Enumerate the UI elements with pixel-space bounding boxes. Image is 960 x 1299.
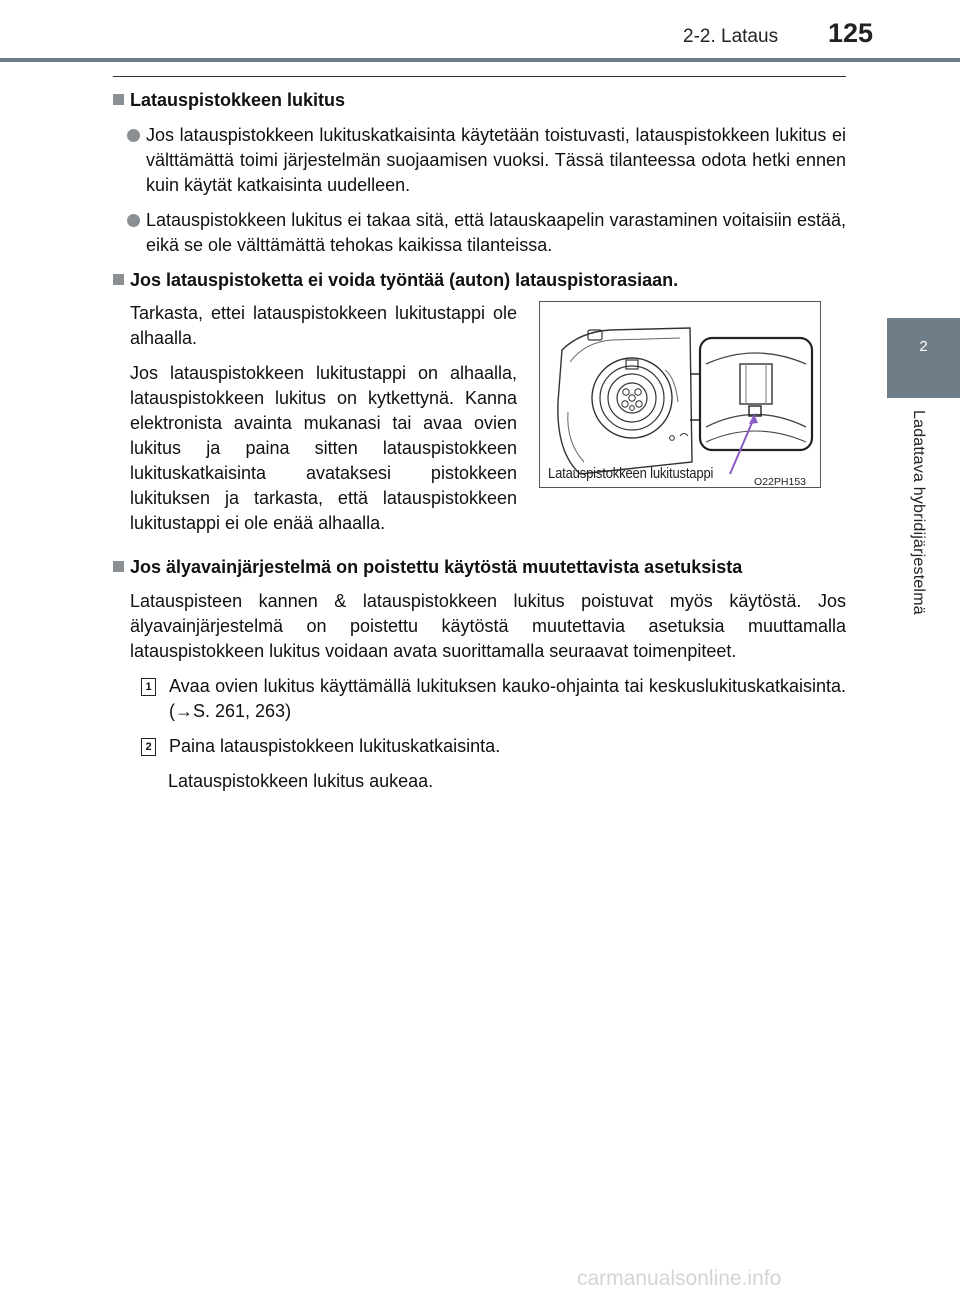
figure-side-text bbox=[130, 301, 517, 546]
step-text: Avaa ovien lukitus käyttämällä lukituksen kauko-ohjainta tai keskuslukituskatkaisinta. (→S. 261, 263) bbox=[169, 676, 846, 721]
figure-label: Latauspistokkeen lukitustappi bbox=[548, 466, 714, 482]
step-list bbox=[113, 674, 846, 794]
square-bullet-icon bbox=[113, 561, 124, 572]
section-heading bbox=[113, 88, 846, 113]
square-bullet-icon bbox=[113, 274, 124, 285]
step-item bbox=[141, 674, 846, 724]
chapter-tab-number: 2 bbox=[919, 338, 928, 355]
chapter-tab bbox=[887, 318, 960, 398]
section-heading-text: Jos älyavainjärjestelmä on poistettu käytöstä muutettavista asetuksista bbox=[130, 557, 743, 577]
list-item bbox=[113, 123, 846, 198]
circle-bullet-icon bbox=[127, 214, 140, 227]
page-number: 125 bbox=[828, 18, 874, 48]
text-with-figure bbox=[113, 293, 846, 555]
section-heading bbox=[113, 555, 846, 580]
content-top-rule bbox=[113, 76, 846, 77]
header-section-title: 2-2. Lataus bbox=[683, 26, 779, 47]
charging-port-illustration bbox=[540, 302, 820, 487]
paragraph: Jos latauspistokkeen lukitustappi on alhaalla, latauspistokkeen lukitus on kytkettynä. Kanna elektronista avainta mukanasi tai avaa ovien lukitus ja paina sitten latauspistokkeen lukituskatkaisinta avataksesi pistokkeen lukituksen ja tarkasta, että latauspistokkeen lukitustappi ei ole enää alhaalla. bbox=[130, 363, 517, 533]
figure-code: O22PH153 bbox=[754, 476, 806, 488]
section-heading-text: Latauspistokkeen lukitus bbox=[130, 90, 346, 110]
page-content bbox=[113, 88, 846, 794]
list-item-text: Latauspistokkeen lukitus ei takaa sitä, että latauskaapelin varastaminen voitaisiin estää, eikä se ole välttämättä tehokas kaikissa tilanteissa. bbox=[146, 210, 846, 255]
watermark: carmanualsonline.info bbox=[577, 1267, 782, 1290]
chapter-tab-title: Ladattava hybridijärjestelmä bbox=[910, 410, 927, 615]
section-heading bbox=[113, 268, 846, 293]
step-number: 2 bbox=[141, 738, 156, 756]
step-result: Latauspistokkeen lukitus aukeaa. bbox=[168, 771, 434, 791]
header-rule bbox=[0, 58, 960, 62]
square-bullet-icon bbox=[113, 94, 124, 105]
circle-bullet-icon bbox=[127, 129, 140, 142]
section-heading-text: Jos latauspistoketta ei voida työntää (auton) latauspistorasiaan. bbox=[130, 270, 679, 290]
step-number: 1 bbox=[141, 678, 156, 696]
list-item-text: Jos latauspistokkeen lukituskatkaisinta käytetään toistuvasti, latauspistokkeen lukitus ei välttämättä toimi järjestelmän suojaamisen vuoksi. Tässä tilanteessa odota hetki ennen kuin käytät katkaisinta uudelleen. bbox=[146, 125, 846, 195]
list-item bbox=[113, 208, 846, 258]
step-text: Paina latauspistokkeen lukituskatkaisinta. bbox=[169, 736, 501, 756]
step-item bbox=[141, 734, 846, 759]
paragraph: Tarkasta, ettei latauspistokkeen lukitustappi ole alhaalla. bbox=[130, 303, 517, 348]
paragraph: Latauspisteen kannen & latauspistokkeen lukitus poistuvat myös käytöstä. Jos älyavainjärjestelmä on poistettu käytöstä muutettavia asetuksia muuttamalla latauspistokkeen lukitus voidaan avata suorittamalla seuraavat toimenpiteet. bbox=[130, 591, 846, 661]
charging-port-figure bbox=[539, 301, 821, 488]
